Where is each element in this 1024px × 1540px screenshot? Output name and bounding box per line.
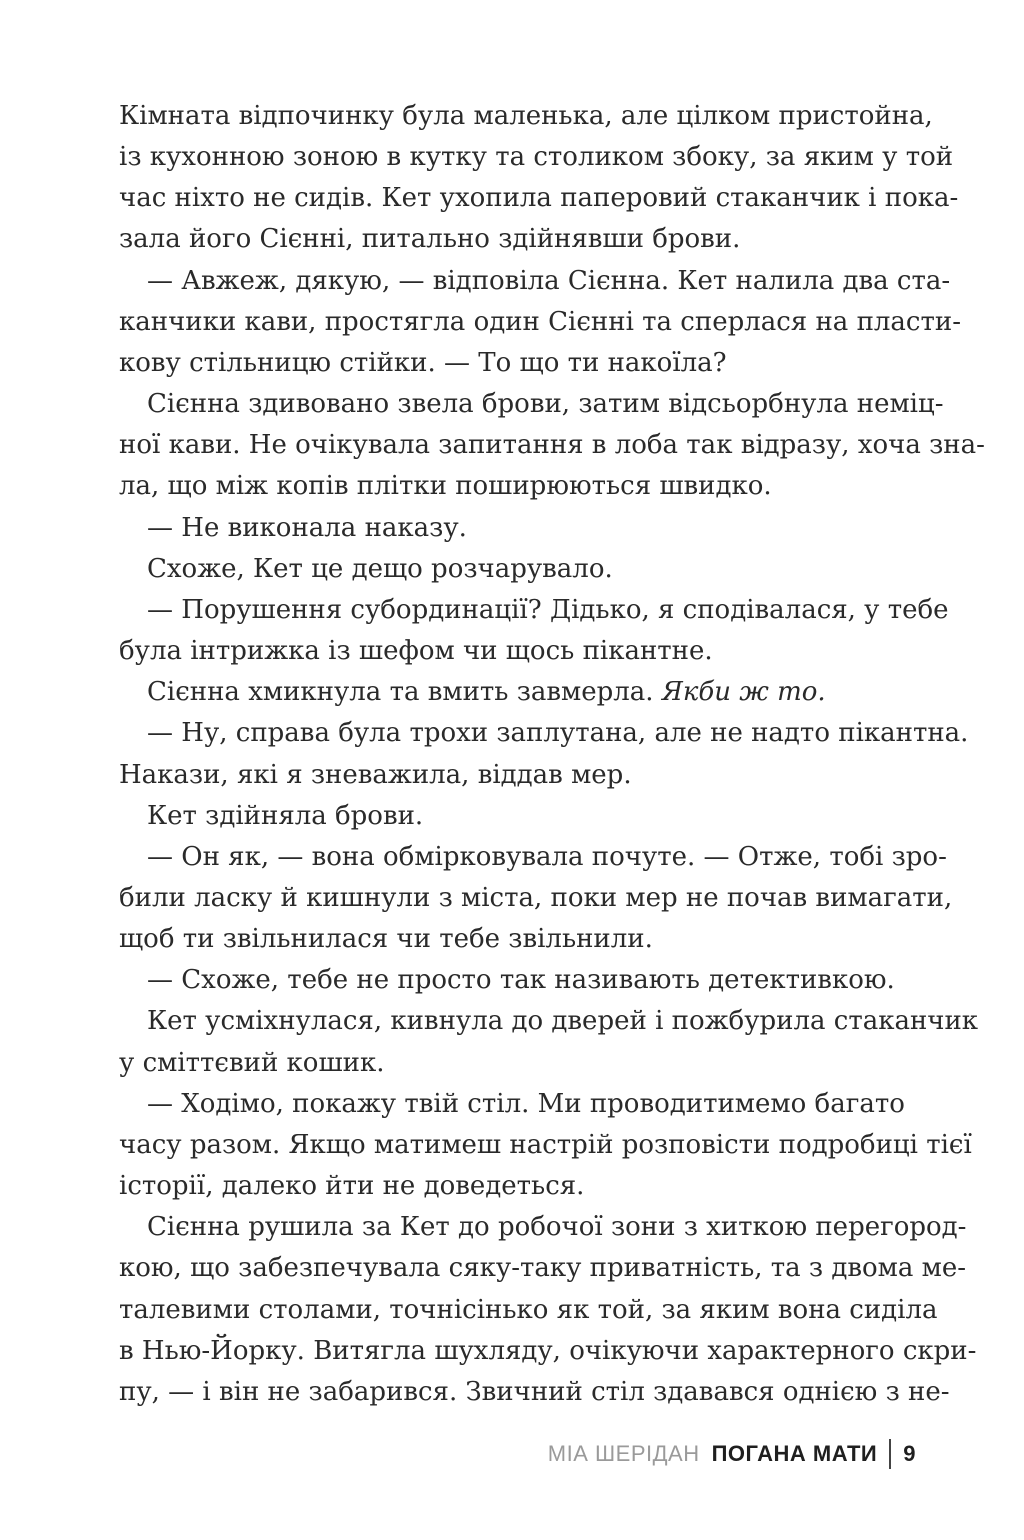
text-segment: Сієнна хмикнула та вмить завмерла. <box>147 677 654 708</box>
text-line: часу разом. Якщо матимеш настрій розповісти подробиці тієї <box>119 1129 972 1160</box>
text-line: Кімната відпочинку була маленька, але цілком пристойна, <box>119 101 933 131</box>
text-line: ла, що між копів плітки поширюються швидко. <box>119 471 772 502</box>
text-line: били ласку й кишнули з міста, поки мер не почав вимагати, <box>119 882 953 913</box>
text-line: Кет усміхнулася, кивнула до дверей і пожбурила стаканчик <box>147 1006 979 1037</box>
text-line: кову стільницю стійки. — То що ти накоїла? <box>119 347 727 378</box>
running-footer <box>548 1437 916 1471</box>
text-line: — Не виконала наказу. <box>147 512 467 543</box>
text-line: ної кави. Не очікувала запитання в лоба так відразу, хоча зна- <box>119 430 985 461</box>
text-line: — Ну, справа була трохи заплутана, але не надто пікантна. <box>147 718 969 749</box>
text-line <box>119 672 889 713</box>
text-line: Сієнна здивовано звела брови, затим відсьорбнула неміц- <box>147 389 944 420</box>
text-line: талевими столами, точнісінько як той, за яким вона сиділа <box>119 1294 938 1325</box>
text-line: Сієнна рушила за Кет до робочої зони з хиткою перегород- <box>147 1212 967 1243</box>
text-line: кою, що забезпечувала сяку-таку приватність, та з двома ме- <box>119 1253 967 1284</box>
text-line: була інтрижка із шефом чи щось пікантне. <box>119 636 713 667</box>
text-line: щоб ти звільнилася чи тебе звільнили. <box>119 924 653 955</box>
text-line: із кухонною зоною в кутку та столиком збоку, за яким у той <box>119 142 954 173</box>
footer-book-title: ПОГАНА МАТИ <box>711 1441 878 1466</box>
text-line: Схоже, Кет це дещо розчарувало. <box>147 553 613 584</box>
footer-divider <box>889 1439 891 1469</box>
text-line: зала його Сієнні, питально здійнявши брови. <box>119 224 741 255</box>
body-text <box>119 96 985 1413</box>
footer-author: МІА ШЕРІДАН <box>547 1441 700 1466</box>
text-line: канчики кави, простягла один Сієнні та сперлася на пласти- <box>119 306 961 337</box>
italic-thought: Якби ж то. <box>661 677 826 708</box>
text-line: час ніхто не сидів. Кет ухопила паперовий стаканчик і пока- <box>119 183 959 214</box>
text-line: Кет здійняла брови. <box>147 800 424 831</box>
text-line: історії, далеко йти не доведеться. <box>119 1171 585 1202</box>
text-line: — Ходімо, покажу твій стіл. Ми проводитимемо багато <box>147 1088 905 1119</box>
text-line: — Схоже, тебе не просто так називають детективкою. <box>147 965 895 996</box>
text-line: — Авжеж, дякую, — відповіла Сієнна. Кет налила два ста- <box>147 265 951 296</box>
text-line: — Порушення субординації? Дідько, я сподівалася, у тебе <box>147 594 949 625</box>
text-line: в Нью-Йорку. Витягла шухляду, очікуючи характерного скри- <box>119 1335 977 1366</box>
text-line: у сміттєвий кошик. <box>119 1047 385 1078</box>
page-number: 9 <box>903 1441 916 1466</box>
text-line: — Он як, — вона обмірковувала почуте. — Отже, тобі зро- <box>147 841 947 872</box>
text-line: пу, — і він не забарився. Звичний стіл здавався однією з не- <box>119 1376 950 1407</box>
text-line: Накази, які я зневажила, віддав мер. <box>119 759 632 790</box>
